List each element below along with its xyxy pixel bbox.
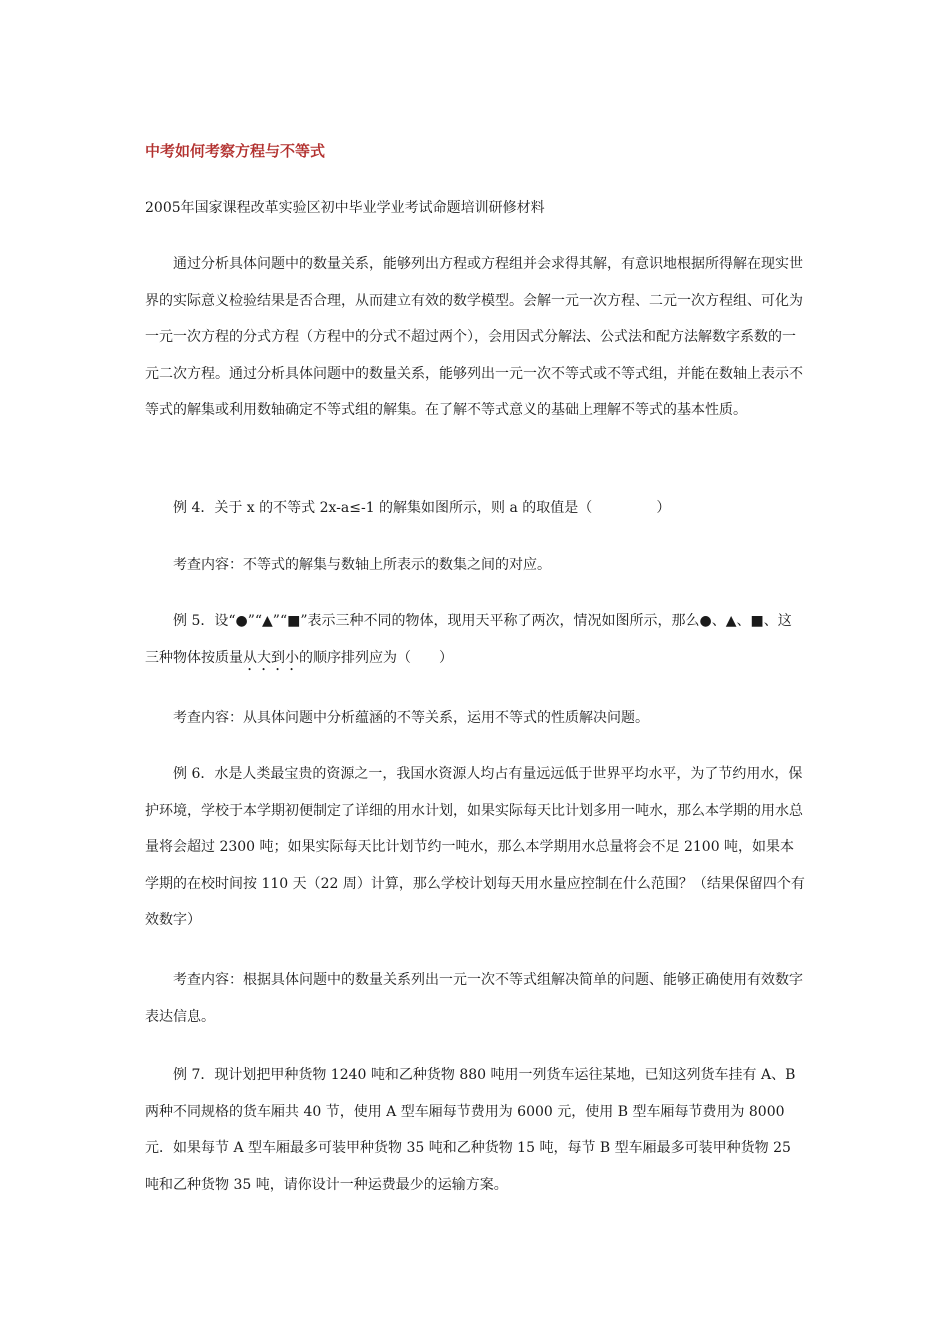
example-4	[145, 498, 805, 518]
example-5-text-a: 例 5．设“●”“▲”“■”表示三种不同的物体，现用天平称了两次，情况如图所示，那么●、▲、■、这三种物体按质量	[145, 613, 792, 666]
document-subtitle: 2005年国家课程改革实验区初中毕业学业考试命题培训研修材料	[145, 200, 545, 216]
example-5-text-b: 的顺序排列应为（ ）	[299, 649, 453, 666]
example-7: 例 7．现计划把甲种货物 1240 吨和乙种货物 880 吨用一列货车运往某地，已知这列货车挂有 A、B 两种不同规格的货车厢共 40 节，使用 A 型车厢每节费用为 6000 元，使用 B 型车厢每节费用为 8000 元．如果每节 A 型车厢最多可装甲种货物 35 吨和乙种货物 15 吨，每节 B 型车厢最多可装甲种货物 25 吨和乙种货物 35 吨，请你设计一种运费最少的运输方案。	[145, 1067, 796, 1193]
example-4-close: ）	[656, 500, 671, 516]
example-5	[145, 603, 805, 676]
example-4-note: 考查内容：不等式的解集与数轴上所表示的数集之间的对应。	[173, 557, 551, 573]
document-title: 中考如何考察方程与不等式	[145, 142, 326, 160]
example-4-text: 例 4．关于 x 的不等式 2x-a≤-1 的解集如图所示，则 a 的取值是（	[173, 500, 593, 516]
intro-paragraph: 通过分析具体问题中的数量关系，能够列出方程或方程组并会求得其解，有意识地根据所得解在现实世界的实际意义检验结果是否合理，从而建立有效的数学模型。会解一元一次方程、二元一次方程组、可化为一元一次方程的分式方程（方程中的分式不超过两个），会用因式分解法、公式法和配方法解数字系数的一元二次方程。通过分析具体问题中的数量关系，能够列出一元一次不等式或不等式组，并能在数轴上表示不等式的解集或利用数轴确定不等式组的解集。在了解不等式意义的基础上理解不等式的基本性质。	[145, 256, 803, 418]
example-5-emphasis: 从大到小	[243, 649, 299, 666]
example-6: 例 6．水是人类最宝贵的资源之一，我国水资源人均占有量远远低于世界平均水平，为了节约用水，保护环境，学校于本学期初便制定了详细的用水计划，如果实际每天比计划多用一吨水，那么本学期的用水总量将会超过 2300 吨；如果实际每天比计划节约一吨水，那么本学期用水总量将会不足 2100 吨，如果本学期的在校时间按 110 天（22 周）计算，那么学校计划每天用水量应控制在什么范围？（结果保留四个有效数字）	[145, 766, 805, 928]
example-5-note: 考查内容：从具体问题中分析蕴涵的不等关系，运用不等式的性质解决问题。	[173, 710, 649, 726]
example-6-note: 考查内容：根据具体问题中的数量关系列出一元一次不等式组解决简单的问题、能够正确使用有效数字表达信息。	[145, 972, 803, 1025]
